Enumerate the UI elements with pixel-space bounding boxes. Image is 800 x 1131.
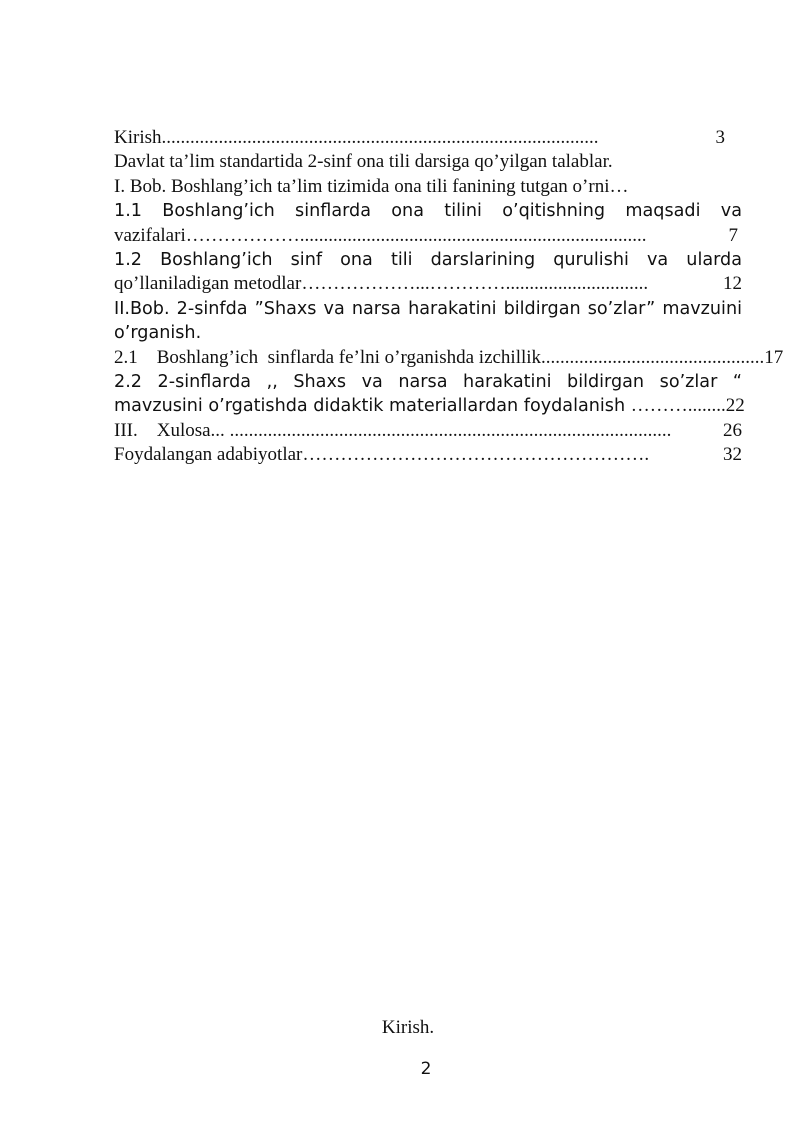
toc-leader-dots: ............................................................................................. [229,419,672,441]
toc-entry-kirish [114,126,742,150]
toc-entry-1-2-line-1: 1.2 Boshlang’ich sinf ona tili darslarining qurulishi va ularda [114,250,742,271]
toc-entry-label: vazifalari [114,224,186,246]
toc-entry-label: III. Xulosa... [114,419,230,441]
page-number: 2 [420,1059,432,1079]
toc-page-number: 3 [715,127,725,148]
toc-entry-label: qo’llaniladigan metodlar [114,273,302,295]
toc-entry-1-1-line-2 [114,224,742,248]
toc-page-number: 12 [723,273,742,295]
toc-entry-adabiyotlar [114,443,742,467]
table-of-contents [114,126,784,468]
toc-leader-dots: ………………...………….............................. [301,273,649,295]
toc-page-number: 26 [723,419,742,441]
toc-page-number: 17 [764,346,784,368]
toc-entry-chapter-2-line-1: II.Bob. 2-sinfda ”Shaxs va narsa harakatini bildirgan so’zlar” mavzuini [114,298,742,319]
toc-entry-2-2-line-2 [114,394,745,418]
toc-entry-label: Kirish [114,127,162,148]
toc-page-number: 22 [725,395,745,417]
section-heading-kirish: Kirish. [381,1017,435,1038]
toc-entry-1-2-line-2 [114,272,742,296]
toc-entry-label: Foydalangan adabiyotlar [114,444,303,466]
toc-entry-2-2-line-1: 2.2 2-sinflarda ,, Shaxs va narsa harakatini bildirgan so’zlar “ [114,372,742,393]
toc-entry-2-1 [114,346,784,370]
toc-leader-dots: ………........ [630,395,726,417]
toc-leader-dots: ………………………………………………. [302,444,650,466]
toc-entry-chapter-2-line-2: o’rganish. [114,323,202,344]
toc-leader-dots: ………………......................................................................... [185,224,647,246]
toc-entry-standard: Davlat ta’lim standartida 2-sinf ona tili darsiga qo’yilgan talablar. [114,151,613,173]
toc-leader-dots: ............................................... [541,346,765,368]
toc-page-number: 7 [728,224,738,246]
toc-entry-label: 2.1 Boshlang’ich sinflarda fe’lni o’rganishda izchillik [114,346,542,368]
toc-entry-xulosa [114,419,742,443]
toc-page-number: 32 [723,444,742,466]
toc-leader-dots: ............................................................................................ [161,127,599,148]
toc-entry-1-1-line-1: 1.1 Boshlang’ich sinflarda ona tilini o’qitishning maqsadi va [114,201,742,222]
toc-entry-chapter-1: I. Bob. Boshlang’ich ta’lim tizimida ona tili fanining tutgan o’rni… [114,175,629,197]
toc-entry-label: mavzusini o’rgatishda didaktik materiallardan foydalanish [114,396,631,417]
